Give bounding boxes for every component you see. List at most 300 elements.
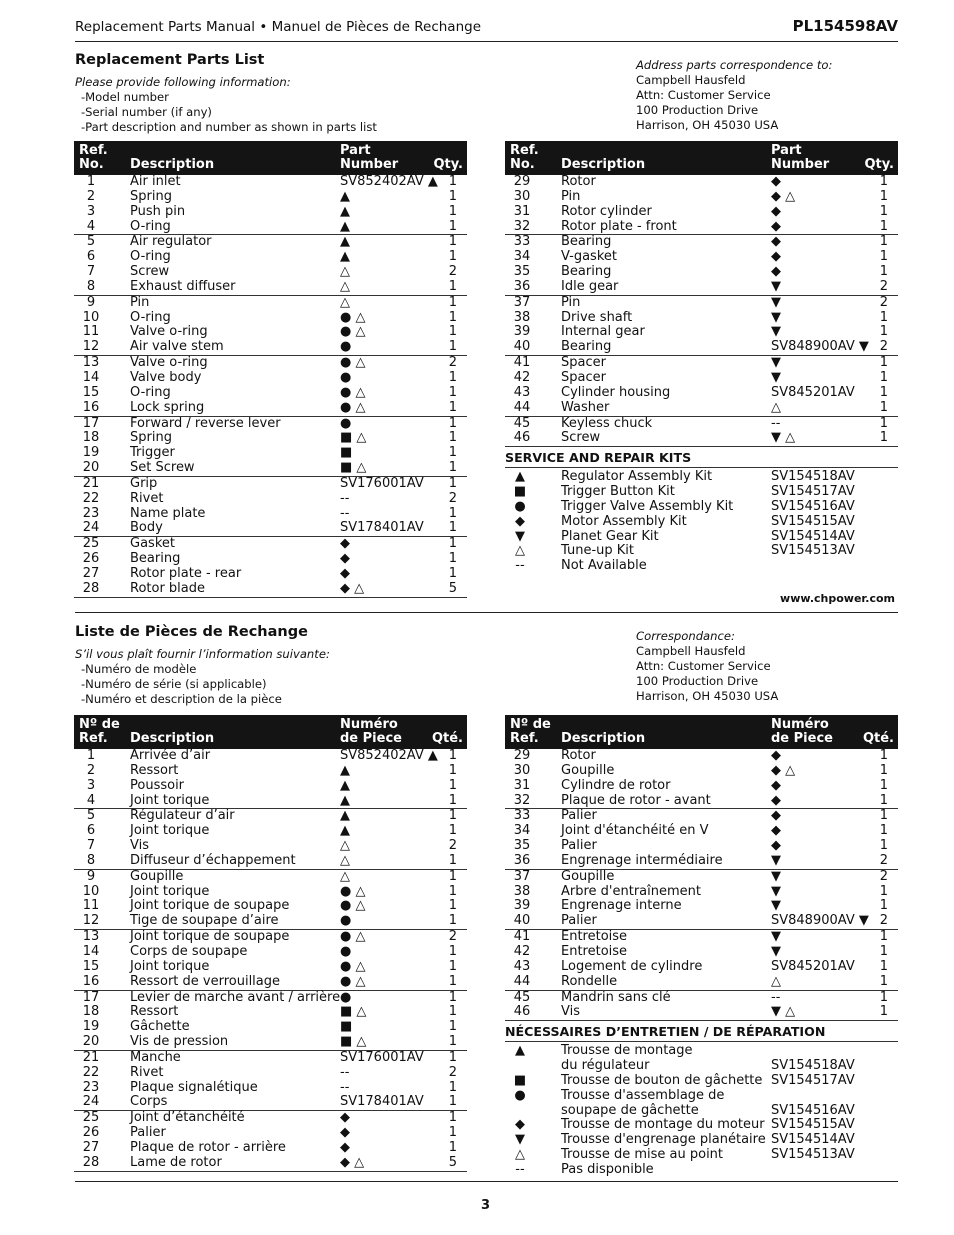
part-description: Palier (130, 1125, 166, 1141)
part-number: ▼ △ (771, 430, 796, 446)
col-header-ref: Nº de Ref. (510, 717, 551, 746)
row-group (505, 809, 898, 869)
part-description: Plaque de rotor - avant (561, 792, 711, 808)
part-description: Engrenage intermédiaire (561, 852, 723, 868)
table-row (74, 477, 467, 492)
part-number: ◆ (771, 777, 781, 793)
ref-number: 22 (82, 490, 100, 506)
part-description: Joint torique (130, 823, 210, 839)
ref-number: 42 (513, 943, 531, 959)
address-line: Harrison, OH 45030 USA (636, 118, 779, 132)
part-number: ◆ (771, 264, 781, 280)
part-description: Cylinder housing (561, 384, 671, 400)
ref-number: 15 (82, 384, 100, 400)
part-number: SV176001AV (340, 1049, 424, 1065)
address-line: Attn: Customer Service (636, 659, 771, 673)
table-row (505, 250, 898, 265)
quantity: 1 (879, 264, 888, 280)
part-number: ▲ (340, 203, 350, 219)
ref-number: 20 (82, 1034, 100, 1050)
table-row (505, 839, 898, 854)
table-header (505, 141, 898, 175)
ref-number: 8 (86, 852, 96, 868)
info-item: -Part description and number as shown in parts list (81, 120, 377, 134)
table-row (74, 582, 467, 597)
part-description: Mandrin sans clé (561, 989, 671, 1005)
part-description: Valve o-ring (130, 355, 208, 371)
ref-number: 29 (513, 748, 531, 763)
model-number: PL154598AV (792, 17, 898, 35)
quantity: 1 (448, 868, 457, 884)
ref-number: 19 (82, 1019, 100, 1035)
table-row (74, 1156, 467, 1171)
quantity: 1 (879, 777, 888, 793)
part-number: ● (340, 339, 352, 355)
row-group (505, 417, 898, 448)
part-number: ◆ (340, 551, 350, 567)
part-number: ● △ (340, 958, 366, 974)
part-number: ◆ (771, 203, 781, 219)
kit-description (561, 500, 733, 515)
kit-symbol: ▲ (515, 469, 525, 485)
col-header-ref: Ref. No. (79, 143, 108, 172)
quantity: 2 (879, 868, 888, 884)
ref-number: 26 (82, 551, 100, 567)
row-group (505, 930, 898, 990)
part-number: ▼ (771, 309, 781, 325)
part-description: Poussoir (130, 777, 185, 793)
row-group (74, 356, 467, 416)
col-header-qty: Qty. (864, 157, 894, 172)
part-description: Palier (561, 808, 597, 824)
quantity: 1 (448, 188, 457, 204)
table-row (74, 386, 467, 401)
quantity: 1 (448, 430, 457, 446)
table-row (505, 296, 898, 311)
kit-description-line: Trousse d'assemblage de (561, 1087, 725, 1103)
info-intro: S’il vous plaît fournir l’information suivante: (75, 647, 330, 661)
col-header-part: Part Number (340, 143, 399, 172)
info-item: -Numéro et description de la pièce (81, 692, 282, 706)
part-number: -- (340, 490, 350, 506)
part-number: ▼ (771, 929, 781, 945)
kit-part-number: SV154514AV (771, 528, 855, 544)
part-description: Lock spring (130, 399, 205, 415)
part-description: Manche (130, 1049, 181, 1065)
col-header-qty: Qté. (431, 731, 463, 746)
part-number: ◆ △ (771, 188, 796, 204)
quantity: 1 (879, 415, 888, 431)
parts-table-fr-right (505, 715, 898, 1178)
ref-number: 44 (513, 399, 531, 415)
quantity: 1 (879, 355, 888, 371)
table-row (505, 945, 898, 960)
kit-row (505, 530, 898, 545)
part-number: ● △ (340, 973, 366, 989)
quantity: 1 (448, 943, 457, 959)
row-group (74, 417, 467, 477)
quantity: 1 (448, 913, 457, 929)
part-number: ◆ (771, 808, 781, 824)
part-number: ▼ (771, 369, 781, 385)
kit-description (561, 470, 712, 485)
part-number: ▼ (771, 898, 781, 914)
kits-list (505, 1042, 898, 1178)
kit-symbol: △ (515, 1147, 525, 1163)
kit-part-number: SV154514AV (771, 1132, 855, 1148)
part-description: Body (130, 520, 163, 536)
info-block-en (75, 75, 377, 135)
ref-number: 34 (513, 823, 531, 839)
part-description: Rotor plate - rear (130, 565, 242, 581)
table-row (74, 1051, 467, 1066)
part-number: ● △ (340, 384, 366, 400)
quantity: 1 (448, 1049, 457, 1065)
table-row (74, 1141, 467, 1156)
quantity: 1 (448, 294, 457, 310)
table-row (74, 930, 467, 945)
ref-number: 7 (86, 838, 96, 854)
part-description: Engrenage interne (561, 898, 682, 914)
ref-number: 10 (82, 883, 100, 899)
ref-number: 24 (82, 1094, 100, 1110)
part-number: ● (340, 943, 352, 959)
part-description: Pin (561, 294, 581, 310)
kit-part-number: SV154513AV (771, 543, 855, 559)
table-row (74, 537, 467, 552)
ref-number: 45 (513, 989, 531, 1005)
table-row (74, 854, 467, 869)
part-description: Spacer (561, 355, 606, 371)
part-number: △ (340, 264, 350, 280)
part-number: ■ △ (340, 430, 367, 446)
table-row (505, 975, 898, 990)
kit-description-line: Regulator Assembly Kit (561, 469, 713, 485)
row-group (505, 175, 898, 235)
ref-number: 17 (82, 415, 100, 431)
quantity: 1 (879, 218, 888, 234)
part-number: △ (340, 294, 350, 310)
ref-number: 35 (513, 264, 531, 280)
part-number: ● △ (340, 898, 366, 914)
quantity: 1 (448, 852, 457, 868)
table-row (74, 1111, 467, 1126)
col-header-ref: Nº de Ref. (79, 717, 120, 746)
part-description: Joint torique (130, 883, 210, 899)
part-number: ◆ △ (771, 762, 796, 778)
info-item: -Model number (81, 90, 169, 104)
part-description: Goupille (561, 868, 615, 884)
ref-number: 31 (513, 203, 531, 219)
part-number: ● △ (340, 399, 366, 415)
part-number: ◆ (340, 565, 350, 581)
part-number: ▼ △ (771, 1004, 796, 1020)
part-description: Air inlet (130, 174, 181, 189)
ref-number: 24 (82, 520, 100, 536)
part-number: ■ △ (340, 460, 367, 476)
table-row (505, 175, 898, 190)
quantity: 1 (448, 505, 457, 521)
part-number: ▲ (340, 808, 350, 824)
table-row (74, 975, 467, 990)
table-row (74, 417, 467, 432)
kit-description (561, 515, 687, 530)
quantity: 1 (879, 399, 888, 415)
ref-number: 44 (513, 973, 531, 989)
table-row (505, 325, 898, 340)
row-group (74, 1111, 467, 1171)
part-number: ◆ (771, 748, 781, 763)
part-number: ● △ (340, 309, 366, 325)
ref-number: 27 (82, 565, 100, 581)
address-line: Address parts correspondence to: (636, 58, 833, 72)
table-row (505, 930, 898, 945)
kit-symbol: ◆ (515, 1117, 525, 1133)
table-row (505, 749, 898, 764)
table-row (74, 1020, 467, 1035)
part-description: Logement de cylindre (561, 958, 703, 974)
col-header-part: Part Number (771, 143, 830, 172)
quantity: 1 (879, 943, 888, 959)
part-description: Arrivée d’air (130, 748, 211, 763)
ref-number: 34 (513, 249, 531, 265)
kit-row (505, 1163, 898, 1178)
table-row (505, 401, 898, 416)
quantity: 1 (879, 748, 888, 763)
part-description: Bearing (561, 234, 612, 250)
table-header (74, 715, 467, 749)
ref-number: 18 (82, 430, 100, 446)
table-row (505, 280, 898, 295)
quantity: 2 (879, 913, 888, 929)
table-row (74, 461, 467, 476)
row-group (505, 356, 898, 416)
kit-symbol: ▲ (515, 1043, 525, 1059)
quantity: 2 (448, 355, 457, 371)
quantity: 1 (879, 898, 888, 914)
table-row (74, 1005, 467, 1020)
website: www.chpower.com (780, 592, 895, 605)
ref-number: 21 (82, 1049, 100, 1065)
table-row (74, 220, 467, 235)
row-group (74, 930, 467, 990)
ref-number: 13 (82, 355, 100, 371)
table-row (505, 220, 898, 235)
part-number: SV178401AV (340, 1094, 424, 1110)
ref-number: 13 (82, 929, 100, 945)
parts-table-en-right (505, 141, 898, 574)
table-row (74, 1126, 467, 1141)
kit-description-line: du régulateur (561, 1058, 650, 1074)
col-header-ref: Ref. No. (510, 143, 539, 172)
kit-description (561, 1163, 654, 1178)
quantity: 1 (879, 838, 888, 854)
row-group (74, 991, 467, 1051)
quantity: 1 (448, 883, 457, 899)
part-number: ◆ (340, 1110, 350, 1126)
part-description: Air valve stem (130, 339, 224, 355)
quantity: 1 (879, 973, 888, 989)
table-row (74, 250, 467, 265)
row-group (74, 1051, 467, 1111)
section-title-en: Replacement Parts List (75, 52, 265, 68)
kit-row (505, 1148, 898, 1163)
ref-number: 10 (82, 309, 100, 325)
quantity: 1 (448, 1094, 457, 1110)
address-line: Campbell Hausfeld (636, 644, 746, 658)
kit-description (561, 1148, 723, 1163)
table-row (505, 779, 898, 794)
ref-number: 4 (86, 218, 96, 234)
ref-number: 12 (82, 339, 100, 355)
table-row (74, 899, 467, 914)
part-description: Screw (561, 430, 601, 446)
ref-number: 11 (82, 324, 100, 340)
ref-number: 3 (86, 777, 96, 793)
kit-symbol: ◆ (515, 513, 525, 529)
kit-part-number: SV154517AV (771, 484, 855, 500)
part-description: Screw (130, 264, 170, 280)
part-number: △ (771, 973, 781, 989)
quantity: 1 (448, 1139, 457, 1155)
table-row (74, 356, 467, 371)
part-number: SV848900AV ▼ (771, 913, 869, 929)
ref-number: 32 (513, 218, 531, 234)
table-row (505, 914, 898, 929)
quantity: 1 (448, 792, 457, 808)
table-row (74, 552, 467, 567)
ref-number: 40 (513, 913, 531, 929)
ref-number: 37 (513, 868, 531, 884)
part-description: Rotor (561, 748, 596, 763)
section-title-fr: Liste de Pièces de Rechange (75, 624, 308, 640)
kit-row (505, 485, 898, 500)
ref-number: 1 (86, 748, 96, 763)
kit-description (561, 1089, 724, 1119)
col-header-part: Numéro de Piece (771, 717, 833, 746)
ref-number: 11 (82, 898, 100, 914)
kit-description (561, 559, 647, 574)
info-intro: Please provide following information: (75, 75, 291, 89)
part-number: △ (340, 852, 350, 868)
table-row (74, 507, 467, 522)
kit-description-line: soupape de gâchette (561, 1102, 699, 1118)
part-number: ◆ (340, 1125, 350, 1141)
part-description: Goupille (561, 762, 615, 778)
ref-number: 23 (82, 505, 100, 521)
table-row (505, 870, 898, 885)
part-description: O-ring (130, 218, 171, 234)
part-description: Plaque signalétique (130, 1079, 258, 1095)
part-description: Goupille (130, 868, 184, 884)
part-number: SV176001AV (340, 475, 424, 491)
col-header-part: Numéro de Piece (340, 717, 402, 746)
part-description: Bearing (130, 551, 181, 567)
part-description: V-gasket (561, 249, 617, 265)
part-number: -- (340, 1064, 350, 1080)
table-row (74, 280, 467, 295)
part-description: Vis de pression (130, 1034, 229, 1050)
table-row (505, 1005, 898, 1020)
part-description: Régulateur d’air (130, 808, 235, 824)
kit-description-line: Tune-up Kit (561, 543, 634, 559)
part-number: ▲ (340, 762, 350, 778)
parts-table-en-left (74, 141, 467, 598)
part-description: Arbre d'entraînement (561, 883, 701, 899)
section-divider (75, 612, 898, 613)
ref-number: 35 (513, 838, 531, 854)
part-number: ▲ (340, 218, 350, 234)
table-row (74, 914, 467, 929)
part-description: Joint torique (130, 792, 210, 808)
table-row (74, 340, 467, 355)
ref-number: 40 (513, 339, 531, 355)
part-number: -- (771, 989, 781, 1005)
part-description: Vis (130, 838, 149, 854)
table-row (505, 417, 898, 432)
kit-row (505, 470, 898, 485)
quantity: 1 (448, 551, 457, 567)
table-row (74, 325, 467, 340)
kit-row (505, 559, 898, 574)
part-description: Ressort de verrouillage (130, 973, 281, 989)
part-description: Levier de marche avant / arrière (130, 989, 341, 1005)
kit-symbol: ■ (513, 484, 527, 500)
part-number: ◆ (771, 249, 781, 265)
kit-symbol: ■ (513, 1072, 527, 1088)
table-row (505, 991, 898, 1006)
table-row (74, 991, 467, 1006)
table-row (74, 794, 467, 809)
table-row (505, 311, 898, 326)
part-description: Pin (561, 188, 581, 204)
part-number: ◆ (771, 838, 781, 854)
quantity: 1 (879, 958, 888, 974)
kit-description (561, 1074, 762, 1089)
ref-number: 23 (82, 1079, 100, 1095)
ref-number: 8 (86, 278, 96, 294)
part-description: Corps (130, 1094, 168, 1110)
ref-number: 28 (82, 1154, 100, 1170)
kit-description (561, 485, 675, 500)
part-description: Palier (561, 838, 597, 854)
ref-number: 36 (513, 852, 531, 868)
quantity: 1 (448, 278, 457, 294)
quantity: 1 (448, 174, 457, 189)
part-description: Grip (130, 475, 158, 491)
kit-description-line: Trousse de bouton de gâchette (561, 1072, 763, 1088)
part-description: Spring (130, 430, 172, 446)
table-row (74, 749, 467, 764)
kit-symbol: ● (514, 498, 526, 514)
table-row (505, 431, 898, 446)
kit-row (505, 544, 898, 559)
col-header-qty: Qty. (433, 157, 463, 172)
kit-description-line: Trousse de montage du moteur (561, 1117, 765, 1133)
part-number: ◆ (340, 1139, 350, 1155)
part-description: Drive shaft (561, 309, 633, 325)
part-description: Rotor cylinder (561, 203, 652, 219)
part-number: ▲ (340, 188, 350, 204)
kit-description-line: Pas disponible (561, 1161, 654, 1177)
kit-row (505, 515, 898, 530)
part-number: -- (771, 415, 781, 431)
col-header-description: Description (561, 157, 646, 172)
part-description: Diffuseur d’échappement (130, 852, 296, 868)
row-group (505, 749, 898, 809)
kit-description (561, 530, 659, 545)
table-row (505, 371, 898, 386)
